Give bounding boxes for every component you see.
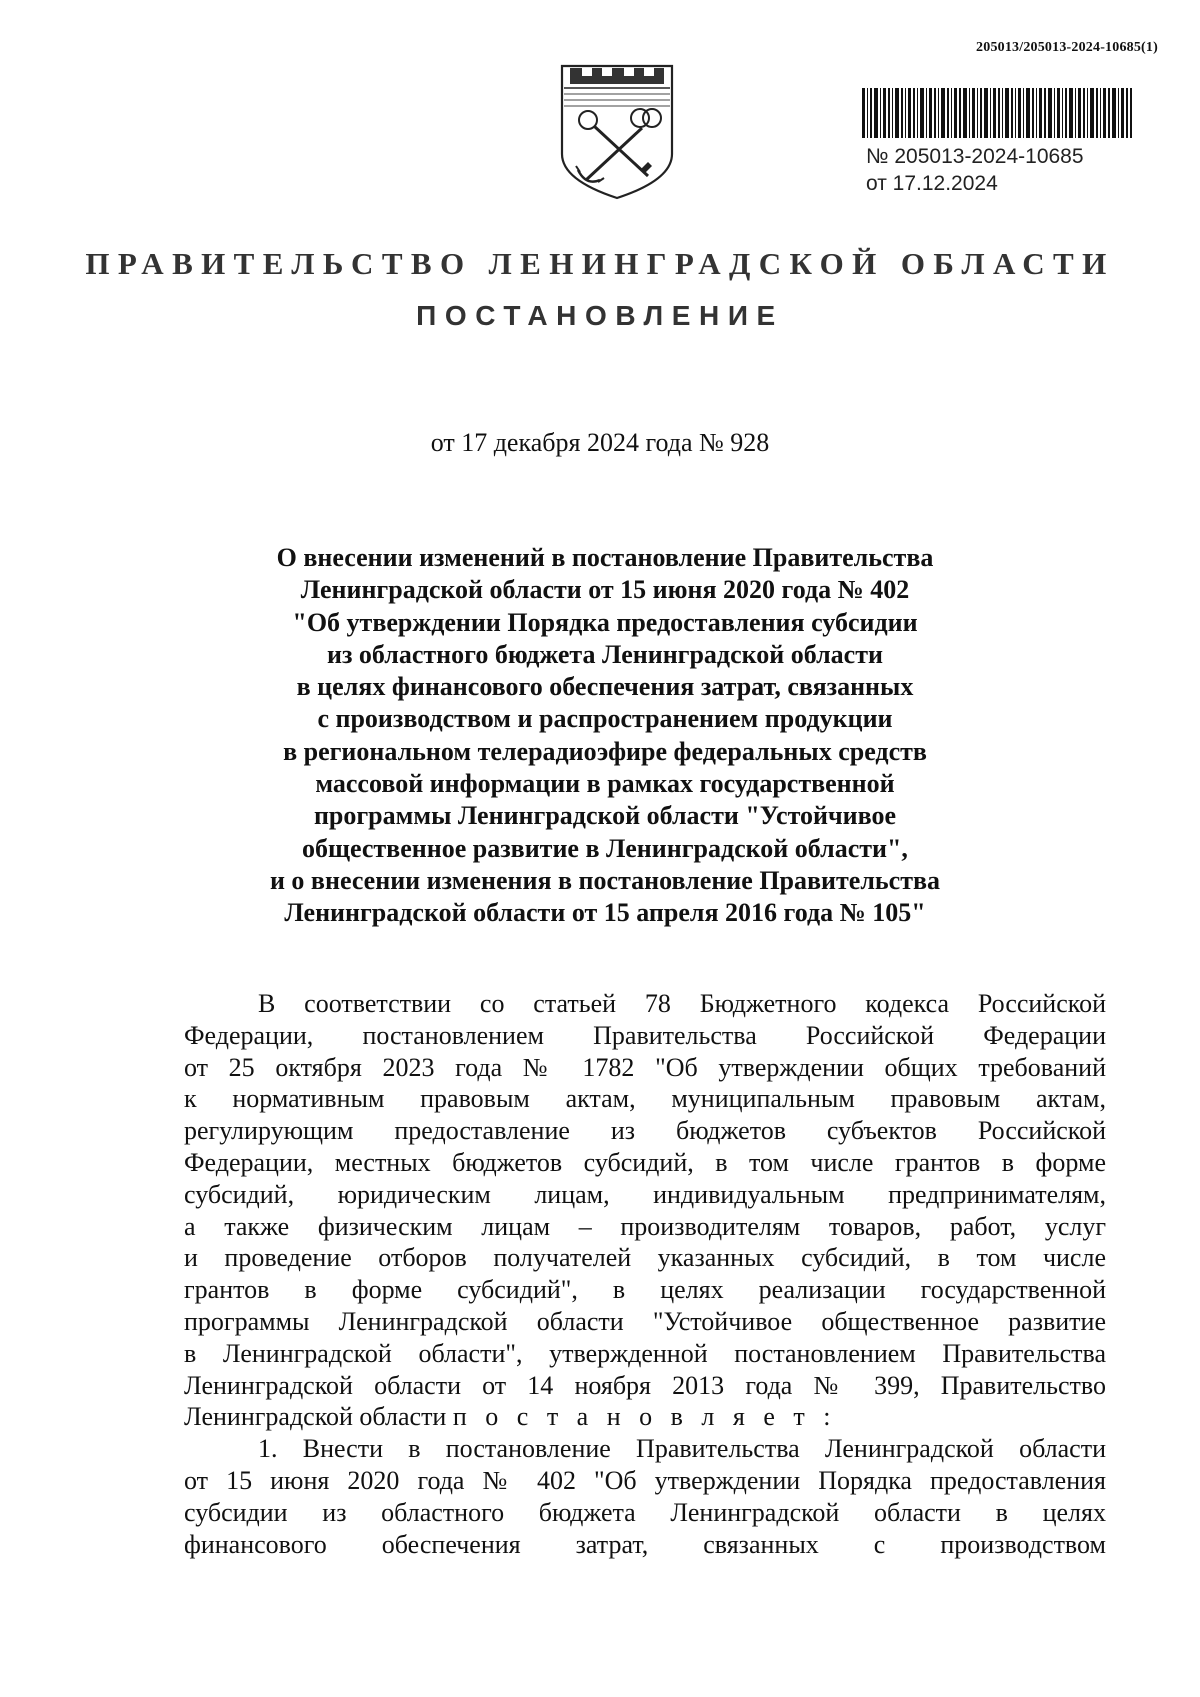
- heading-line: с производством и распространением продукции: [317, 704, 893, 734]
- heading-line: в региональном телерадиоэфире федеральных средств: [283, 736, 927, 766]
- heading-line: Ленинградской области от 15 апреля 2016 года № 105": [284, 898, 926, 928]
- document-heading: [240, 542, 970, 930]
- registration-date: от 17.12.2024: [866, 172, 998, 195]
- heading-line: и о внесении изменения в постановление Правительства: [269, 865, 941, 895]
- body-line: субсидии из областного бюджета Ленинградской области в целях: [184, 1497, 1106, 1527]
- body-line: субсидий, юридическим лицам, индивидуальным предпринимателям,: [184, 1179, 1106, 1209]
- body-line: в Ленинградской области", утвержденной постановлением Правительства: [184, 1338, 1106, 1368]
- heading-line: из областного бюджета Ленинградской области: [327, 639, 883, 669]
- body-line: от 15 июня 2020 года № 402 "Об утверждении Порядка предоставления: [184, 1465, 1106, 1495]
- body-line: грантов в форме субсидий", в целях реализации государственной: [184, 1275, 1106, 1305]
- barcode: [862, 88, 1132, 138]
- heading-line: программы Ленинградской области "Устойчивое: [313, 801, 897, 831]
- body-line: Федерации, постановлением Правительства Российской Федерации: [184, 1020, 1106, 1050]
- body-line: финансового обеспечения затрат, связанных с производством: [184, 1529, 1106, 1559]
- heading-line: Ленинградской области от 15 июня 2020 года № 402: [300, 575, 910, 605]
- document-reference-number: 205013/205013-2024-10685(1): [976, 40, 1158, 55]
- document-body: [184, 988, 1106, 1560]
- coat-of-arms-icon: [556, 58, 678, 202]
- body-line-resolves: [184, 1401, 1106, 1433]
- body-line: Федерации, местных бюджетов субсидий, в том числе грантов в форме: [184, 1147, 1106, 1177]
- government-title: ПРАВИТЕЛЬСТВО ЛЕНИНГРАДСКОЙ ОБЛАСТИ: [85, 246, 1115, 281]
- body-line: В соответствии со статьей 78 Бюджетного кодекса Российской: [258, 989, 1106, 1018]
- body-line: программы Ленинградской области "Устойчивое общественное развитие: [184, 1306, 1106, 1336]
- resolves-word: п о с т а н о в л я е т :: [452, 1402, 837, 1432]
- heading-line: в целях финансового обеспечения затрат, связанных: [296, 672, 914, 702]
- document-date-number: от 17 декабря 2024 года № 928: [430, 428, 770, 457]
- body-line: регулирующим предоставление из бюджетов субъектов Российской: [184, 1116, 1106, 1146]
- registration-number: № 205013-2024-10685: [866, 145, 1084, 168]
- body-line: а также физическим лицам – производителям товаров, работ, услуг: [184, 1211, 1106, 1241]
- body-line: 1. Внести в постановление Правительства Ленинградской области: [258, 1434, 1106, 1464]
- heading-line: общественное развитие в Ленинградской области",: [302, 833, 908, 863]
- body-line: Ленинградской области от 14 ноября 2013 года № 399, Правительство: [184, 1370, 1106, 1400]
- heading-line: О внесении изменений в постановление Правительства: [276, 543, 934, 572]
- registration-block: [866, 143, 1084, 197]
- document-type: ПОСТАНОВЛЕНИЕ: [416, 300, 784, 331]
- heading-line: массовой информации в рамках государственной: [315, 769, 895, 799]
- heading-line: "Об утверждении Порядка предоставления субсидии: [292, 607, 918, 637]
- body-line: к нормативным правовым актам, муниципальным правовым актам,: [184, 1084, 1106, 1114]
- body-line: от 25 октября 2023 года № 1782 "Об утверждении общих требований: [184, 1052, 1106, 1082]
- body-line-subject: Ленинградской области: [184, 1402, 447, 1432]
- body-line: и проведение отборов получателей указанных субсидий, в том числе: [184, 1243, 1106, 1273]
